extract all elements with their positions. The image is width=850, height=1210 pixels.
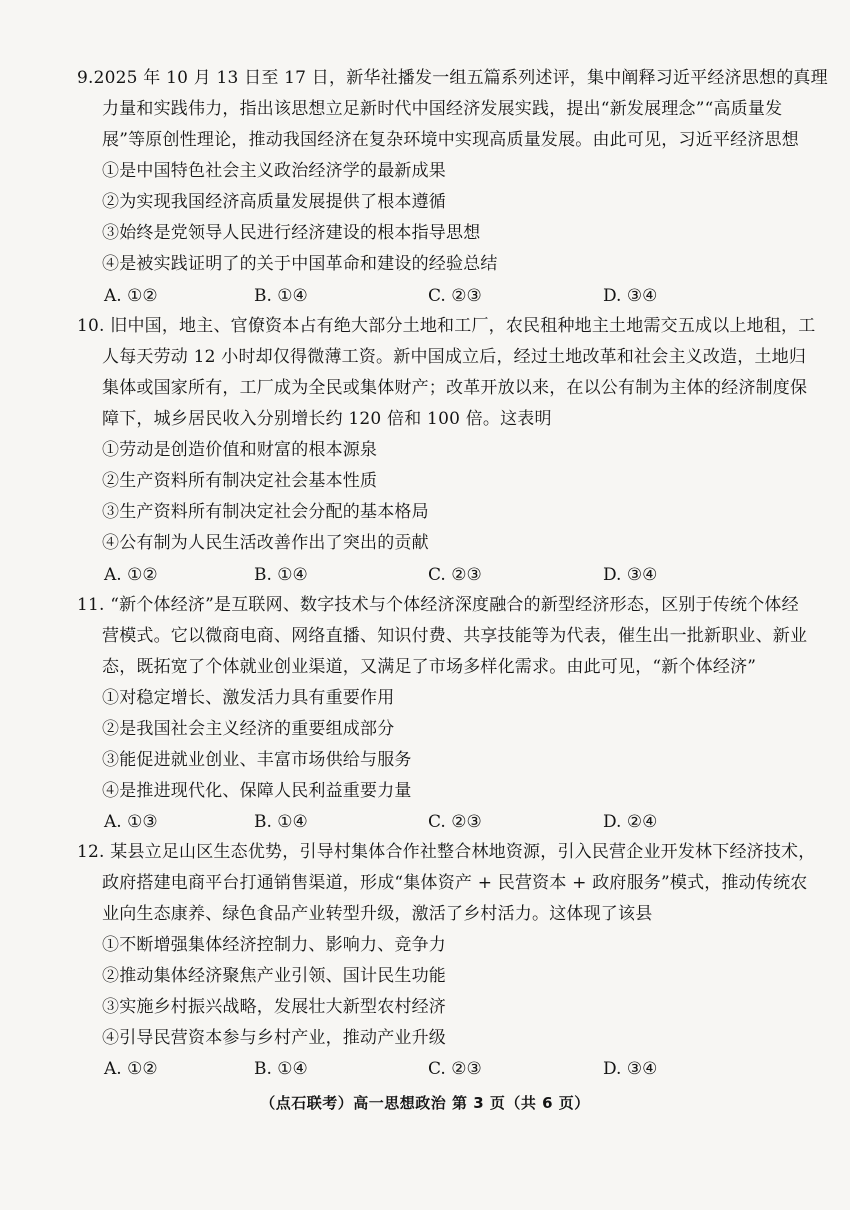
statement: ④引导民营资本参与乡村产业，推动产业升级 <box>102 1028 446 1048</box>
statement: ②是我国社会主义经济的重要组成部分 <box>102 719 395 739</box>
statement: ①不断增强集体经济控制力、影响力、竞争力 <box>102 935 446 955</box>
choice-a[interactable]: A. ①② <box>104 565 158 585</box>
question-stem-line: 12. 某县立足山区生态优势，引导村集体合作社整合林地资源，引入民营企业开发林下经济技术， <box>77 842 816 862</box>
statement: ③生产资料所有制决定社会分配的基本格局 <box>102 502 429 522</box>
choice-b[interactable]: B. ①④ <box>254 286 308 306</box>
choice-a[interactable]: A. ①③ <box>104 812 158 832</box>
page-footer: （点石联考）高一思想政治 第 3 页（共 6 页） <box>260 1094 590 1112</box>
question-stem-line: 11. “新个体经济”是互联网、数字技术与个体经济深度融合的新型经济形态，区别于传统个体经 <box>77 595 799 615</box>
statement: ①是中国特色社会主义政治经济学的最新成果 <box>102 161 446 181</box>
statement: ②为实现我国经济高质量发展提供了根本遵循 <box>102 192 446 212</box>
choice-c[interactable]: C. ②③ <box>428 1059 482 1079</box>
choice-b[interactable]: B. ①④ <box>254 1059 308 1079</box>
question-stem-line: 态，既拓宽了个体就业创业渠道，又满足了市场多样化需求。由此可见，“新个体经济” <box>102 657 757 677</box>
question-stem-line: 障下，城乡居民收入分别增长约 120 倍和 100 倍。这表明 <box>102 409 552 429</box>
choice-a[interactable]: A. ①② <box>104 1059 158 1079</box>
question-stem-line: 营模式。它以微商电商、网络直播、知识付费、共享技能等为代表，催生出一批新职业、新业 <box>102 626 808 646</box>
statement: ④是被实践证明了的关于中国革命和建设的经验总结 <box>102 254 498 274</box>
question-stem-line: 业向生态康养、绿色食品产业转型升级，激活了乡村活力。这体现了该县 <box>102 904 653 924</box>
question-stem-line: 集体或国家所有，工厂成为全民或集体财产；改革开放以来，在以公有制为主体的经济制度保 <box>102 378 808 398</box>
choice-d[interactable]: D. ②④ <box>603 812 658 832</box>
question-stem-line: 10. 旧中国，地主、官僚资本占有绝大部分土地和工厂，农民租种地主土地需交五成以上地租，工 <box>77 316 816 336</box>
statement: ②生产资料所有制决定社会基本性质 <box>102 471 378 491</box>
statement: ④公有制为人民生活改善作出了突出的贡献 <box>102 533 429 553</box>
question-stem-line: 政府搭建电商平台打通销售渠道，形成“集体资产 + 民营资本 + 政府服务”模式，推动传统农 <box>102 873 808 893</box>
statement: ②推动集体经济聚焦产业引领、国计民生功能 <box>102 966 446 986</box>
statement: ③能促进就业创业、丰富市场供给与服务 <box>102 750 412 770</box>
question-stem-line: 9.2025 年 10 月 13 日至 17 日，新华社播发一组五篇系列述评，集中阐释习近平经济思想的真理 <box>77 68 828 88</box>
choice-d[interactable]: D. ③④ <box>603 565 658 585</box>
question-stem-line: 力量和实践伟力，指出该思想立足新时代中国经济发展实践，提出“新发展理念”“高质量发 <box>102 99 783 119</box>
statement: ④是推进现代化、保障人民利益重要力量 <box>102 781 412 801</box>
choice-a[interactable]: A. ①② <box>104 286 158 306</box>
question-stem-line: 展”等原创性理论，推动我国经济在复杂环境中实现高质量发展。由此可见，习近平经济思想 <box>102 130 799 150</box>
statement: ①劳动是创造价值和财富的根本源泉 <box>102 440 378 460</box>
choice-d[interactable]: D. ③④ <box>603 1059 658 1079</box>
choice-b[interactable]: B. ①④ <box>254 565 308 585</box>
choice-c[interactable]: C. ②③ <box>428 812 482 832</box>
choice-d[interactable]: D. ③④ <box>603 286 658 306</box>
choice-c[interactable]: C. ②③ <box>428 565 482 585</box>
choice-b[interactable]: B. ①④ <box>254 812 308 832</box>
statement: ③实施乡村振兴战略，发展壮大新型农村经济 <box>102 997 446 1017</box>
statement: ①对稳定增长、激发活力具有重要作用 <box>102 688 395 708</box>
question-stem-line: 人每天劳动 12 小时却仅得微薄工资。新中国成立后，经过土地改革和社会主义改造，土地归 <box>102 347 807 367</box>
choice-c[interactable]: C. ②③ <box>428 286 482 306</box>
statement: ③始终是党领导人民进行经济建设的根本指导思想 <box>102 223 481 243</box>
